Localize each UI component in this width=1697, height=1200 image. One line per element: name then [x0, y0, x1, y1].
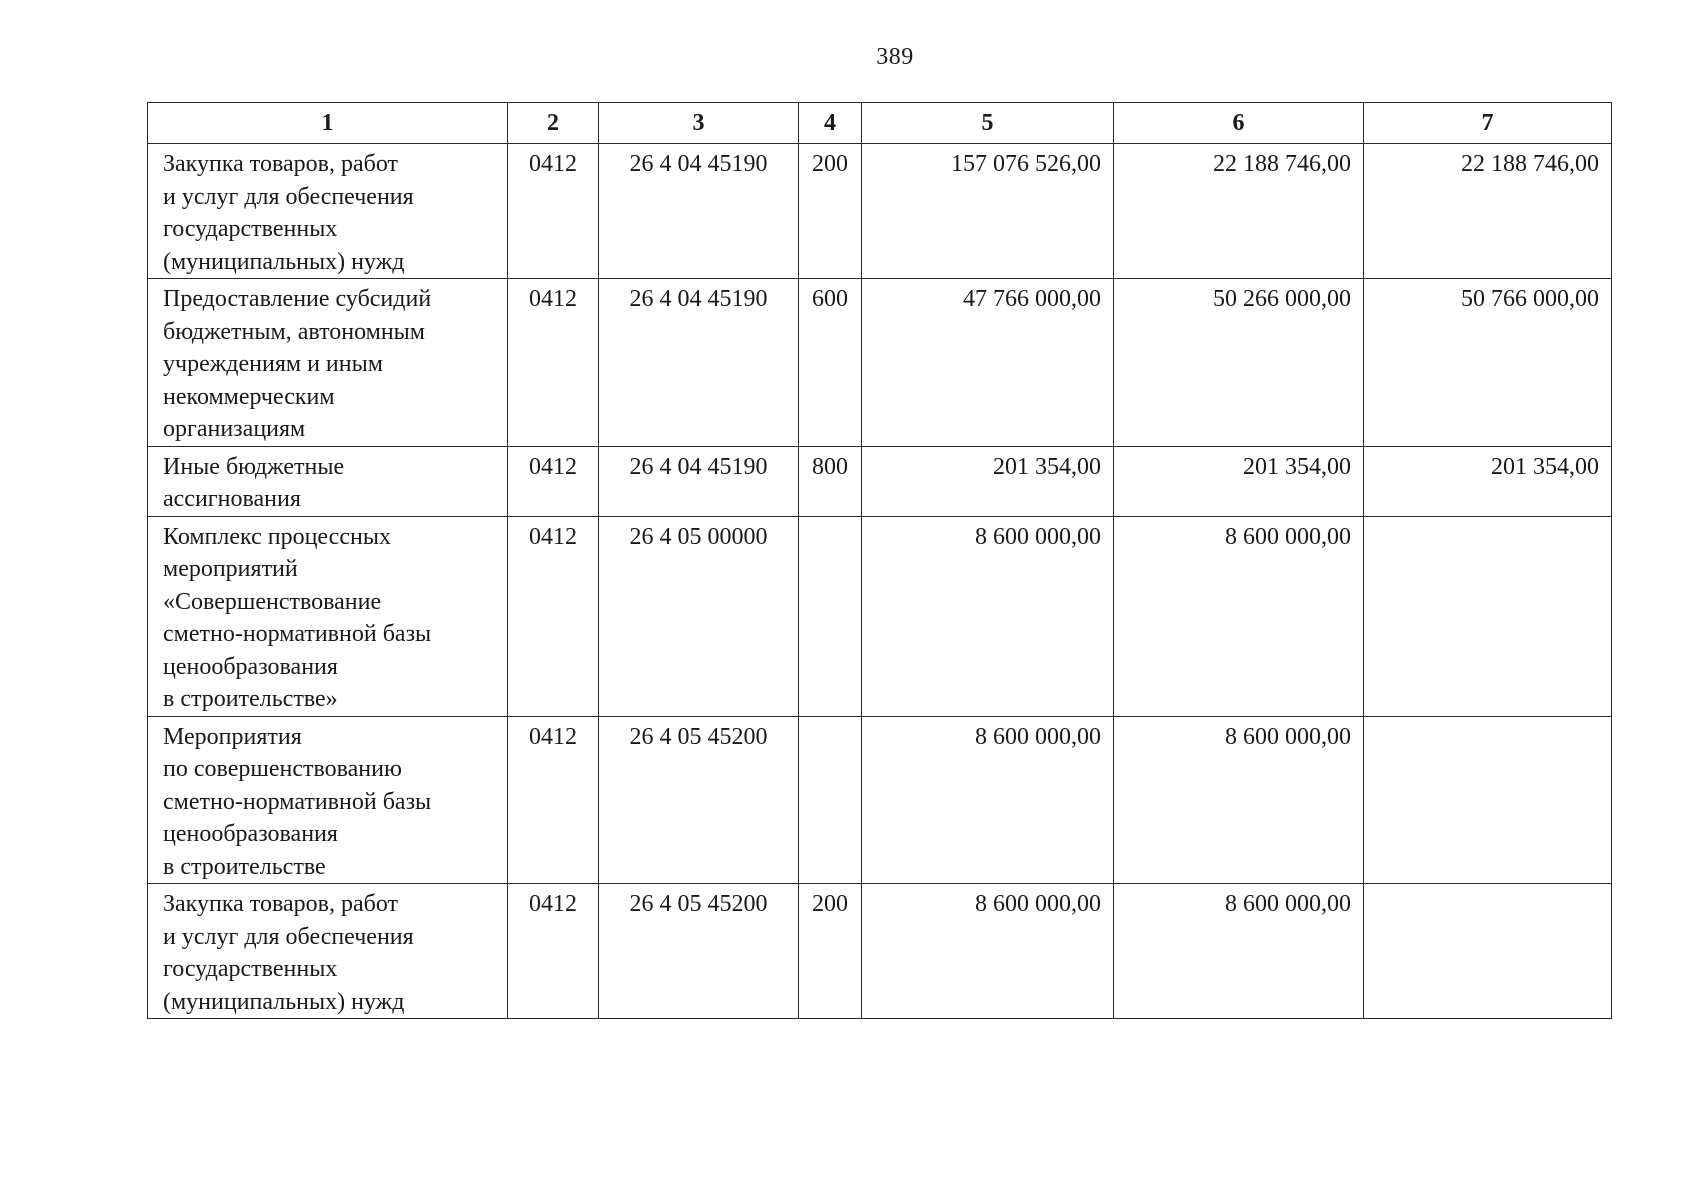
amount-5-cell	[862, 144, 1114, 279]
amount-5: 8 600 000,00	[975, 723, 1101, 750]
expense-type-cell	[799, 516, 862, 716]
section-code: 0412	[529, 453, 577, 480]
column-header: 7	[1364, 103, 1612, 144]
row-name: Мероприятия по совершенствованию сметно-нормативной базы ценообразования в строительстве	[163, 723, 432, 880]
amount-5: 8 600 000,00	[975, 891, 1101, 917]
column-header: 5	[862, 103, 1114, 144]
column-header: 2	[508, 103, 599, 144]
amount-6-cell	[1114, 516, 1364, 716]
target-code-cell	[599, 716, 799, 884]
amount-6: 22 188 746,00	[1213, 151, 1351, 177]
amount-5: 157 076 526,00	[951, 151, 1101, 177]
amount-6-cell	[1114, 446, 1364, 516]
row-name: Иные бюджетные ассигнования	[163, 453, 345, 512]
target-code-cell	[599, 446, 799, 516]
amount-5: 201 354,00	[993, 453, 1101, 480]
amount-7-cell	[1364, 446, 1612, 516]
amount-5-cell	[862, 884, 1114, 1019]
row-name: Предоставление субсидий бюджетным, автономным учреждениям и иным некоммерческим организациям	[163, 286, 432, 442]
target-code: 26 4 04 45190	[629, 151, 768, 177]
target-code: 26 4 05 45200	[629, 723, 768, 750]
table-row	[148, 716, 1612, 884]
expense-type	[799, 717, 861, 721]
table-row	[148, 516, 1612, 716]
column-header: 6	[1114, 103, 1364, 144]
amount-6: 201 354,00	[1243, 453, 1351, 480]
target-code: 26 4 04 45190	[629, 286, 768, 312]
amount-7-cell	[1364, 144, 1612, 279]
amount-7-cell	[1364, 716, 1612, 884]
expense-type	[799, 517, 861, 521]
row-name-cell	[148, 279, 508, 447]
budget-table	[147, 102, 1612, 1019]
section-cell	[508, 446, 599, 516]
amount-5: 47 766 000,00	[963, 286, 1101, 312]
row-name-cell	[148, 716, 508, 884]
section-cell	[508, 279, 599, 447]
header-row	[148, 103, 1612, 144]
amount-7: 201 354,00	[1491, 453, 1599, 480]
amount-5-cell	[862, 716, 1114, 884]
amount-5-cell	[862, 279, 1114, 447]
target-code: 26 4 04 45190	[629, 453, 768, 480]
amount-5-cell	[862, 446, 1114, 516]
expense-type: 800	[812, 453, 848, 480]
row-name: Закупка товаров, работ и услуг для обеспечения государственных (муниципальных) нужд	[163, 151, 414, 275]
section-cell	[508, 716, 599, 884]
section-code: 0412	[529, 891, 577, 917]
target-code: 26 4 05 00000	[629, 523, 768, 550]
section-cell	[508, 884, 599, 1019]
expense-type: 200	[812, 151, 848, 177]
amount-5: 8 600 000,00	[975, 523, 1101, 550]
amount-5-cell	[862, 516, 1114, 716]
row-name-cell	[148, 144, 508, 279]
expense-type-cell	[799, 884, 862, 1019]
amount-7	[1364, 884, 1599, 888]
section-code: 0412	[529, 151, 577, 177]
target-code-cell	[599, 516, 799, 716]
expense-type-cell	[799, 279, 862, 447]
amount-6: 8 600 000,00	[1225, 723, 1351, 750]
column-header: 3	[599, 103, 799, 144]
table-row	[148, 144, 1612, 279]
row-name: Закупка товаров, работ и услуг для обеспечения государственных (муниципальных) нужд	[163, 891, 414, 1015]
target-code-cell	[599, 144, 799, 279]
row-name: Комплекс процессных мероприятий «Совершенствование сметно-нормативной базы ценообразования в строительстве»	[163, 523, 432, 712]
amount-7	[1364, 517, 1599, 521]
amount-7-cell	[1364, 516, 1612, 716]
amount-6-cell	[1114, 884, 1364, 1019]
amount-6-cell	[1114, 716, 1364, 884]
amount-6: 8 600 000,00	[1225, 891, 1351, 917]
target-code: 26 4 05 45200	[629, 891, 768, 917]
row-name-cell	[148, 884, 508, 1019]
amount-6: 8 600 000,00	[1225, 523, 1351, 550]
target-code-cell	[599, 884, 799, 1019]
amount-7	[1364, 717, 1599, 721]
column-header: 1	[148, 103, 508, 144]
amount-6-cell	[1114, 144, 1364, 279]
section-cell	[508, 144, 599, 279]
amount-7: 22 188 746,00	[1461, 151, 1599, 177]
amount-6-cell	[1114, 279, 1364, 447]
expense-type: 600	[812, 286, 848, 312]
amount-6: 50 266 000,00	[1213, 286, 1351, 312]
target-code-cell	[599, 279, 799, 447]
page-number: 389	[876, 44, 914, 70]
expense-type-cell	[799, 446, 862, 516]
expense-type: 200	[812, 891, 848, 917]
table-row	[148, 279, 1612, 447]
amount-7-cell	[1364, 279, 1612, 447]
table-row	[148, 446, 1612, 516]
expense-type-cell	[799, 144, 862, 279]
section-code: 0412	[529, 523, 577, 550]
amount-7: 50 766 000,00	[1461, 286, 1599, 312]
table-row	[148, 884, 1612, 1019]
column-header: 4	[799, 103, 862, 144]
amount-7-cell	[1364, 884, 1612, 1019]
section-cell	[508, 516, 599, 716]
row-name-cell	[148, 516, 508, 716]
expense-type-cell	[799, 716, 862, 884]
section-code: 0412	[529, 723, 577, 750]
row-name-cell	[148, 446, 508, 516]
section-code: 0412	[529, 286, 577, 312]
